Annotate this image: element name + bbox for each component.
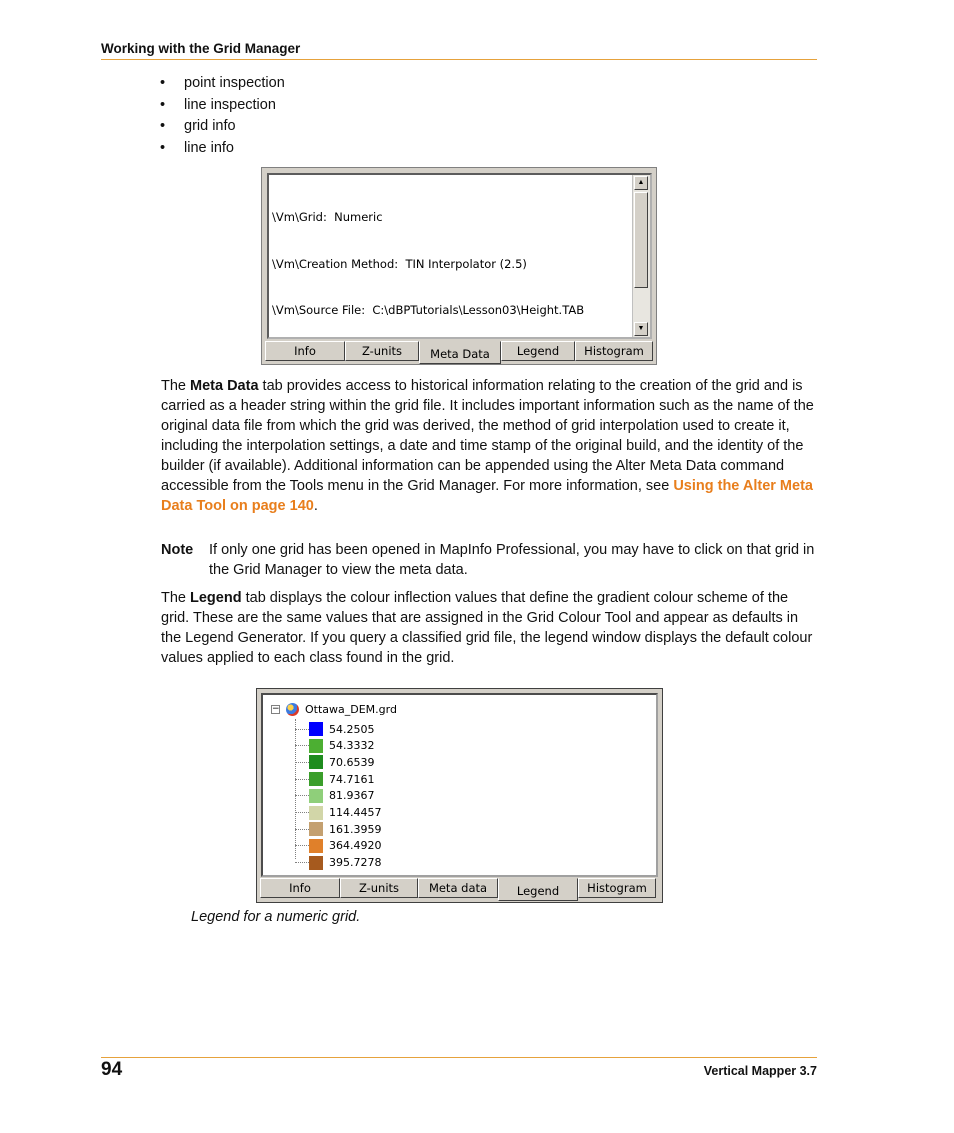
legend-item[interactable] (295, 754, 375, 770)
legend-value: 70.6539 (329, 755, 375, 769)
tree-branch (295, 729, 309, 730)
list-item: • line info (160, 138, 285, 160)
meta-data-paragraph: The Meta Data tab provides access to historical information relating to the creation of the grid and is carried as a header string within the grid file. It includes important information such as the name of the original data file from which the grid was derived, the method of grid interpolation used to create it, including the interpolation settings, a date and time stamp of the original build, and the identity of the builder (if available). Additional information can be appended using the Alter Meta Data command accessible from the Tools menu in the Grid Manager. For more information, see Using the Alter Meta Data Tool on page 140. (161, 378, 814, 514)
tree-branch (295, 812, 309, 813)
tree-branch (295, 795, 309, 796)
legend-screenshot (256, 688, 663, 903)
running-head: Working with the Grid Manager (101, 41, 301, 56)
meta-data-lines (272, 179, 584, 339)
legend-value: 54.3332 (329, 739, 375, 753)
note-label: Note (161, 542, 194, 558)
tab-legend[interactable]: Legend (501, 341, 575, 361)
color-swatch (309, 839, 323, 853)
meta-data-textbox[interactable] (267, 173, 652, 339)
color-swatch (309, 856, 323, 870)
legend-tab-bar (260, 878, 656, 901)
tree-branch (295, 745, 309, 746)
tree-branch (295, 779, 309, 780)
note-text: If only one grid has been opened in MapInfo Professional, you may have to click on that grid in the Grid Manager to view the meta data. (209, 542, 815, 578)
meta-line: \Vm\Source File: C:\dBPTutorials\Lesson03\Height.TAB (272, 303, 585, 317)
color-swatch (309, 806, 323, 820)
legend-value: 395.7278 (329, 856, 382, 870)
root-label: Ottawa_DEM.grd (305, 703, 397, 716)
tab-legend[interactable]: Legend (498, 878, 578, 901)
legend-paragraph: The Legend tab displays the colour inflection values that define the gradient colour scheme of the grid. These are the same values that are assigned in the Grid Colour Tool and appear as defaults in the Legend Generator. If you query a classified grid file, the legend window displays the default colour values applied to each class found in the grid. (161, 590, 813, 666)
legend-item[interactable] (295, 721, 375, 737)
scroll-up-icon[interactable]: ▲ (634, 176, 648, 190)
footer-rule (101, 1057, 817, 1058)
legend-item[interactable] (295, 788, 375, 804)
tab-meta-data[interactable]: Meta Data (419, 341, 501, 364)
tree-branch (295, 862, 309, 863)
color-swatch (309, 789, 323, 803)
tab-info[interactable]: Info (265, 341, 345, 361)
legend-item[interactable] (295, 805, 382, 821)
cross-reference-link[interactable]: Using the Alter Meta Data Tool on page 140 (161, 478, 813, 514)
bullet-glyph: • (160, 75, 166, 91)
legend-value: 114.4457 (329, 806, 382, 819)
tab-histogram[interactable]: Histogram (575, 341, 653, 361)
tab-z-units[interactable]: Z-units (345, 341, 419, 361)
legend-item[interactable] (295, 855, 382, 871)
legend-value: 81.9367 (329, 789, 375, 803)
tree-branch (295, 845, 309, 846)
color-swatch (309, 755, 323, 769)
color-swatch (309, 722, 323, 736)
meta-data-screenshot (261, 167, 657, 365)
meta-line: \Vm\Grid: Numeric (272, 210, 383, 224)
header-rule (101, 59, 817, 60)
footer-product: Vertical Mapper 3.7 (703, 1064, 817, 1078)
bullet-list (160, 73, 285, 159)
scroll-thumb[interactable] (634, 192, 648, 288)
legend-tree-panel (261, 693, 658, 877)
color-swatch (309, 739, 323, 753)
bullet-glyph: • (160, 139, 166, 156)
tree-branch (295, 829, 309, 830)
vertical-scrollbar[interactable] (632, 175, 650, 337)
grid-file-icon (286, 703, 299, 716)
list-item: • line inspection (160, 95, 285, 117)
figure-caption: Legend for a numeric grid. (191, 909, 361, 925)
tab-z-units[interactable]: Z-units (340, 878, 418, 898)
legend-item[interactable] (295, 738, 375, 754)
legend-value: 161.3959 (329, 822, 382, 836)
legend-value: 54.2505 (329, 722, 375, 736)
list-item: • point inspection (160, 73, 285, 95)
tree-branch (295, 762, 309, 763)
tab-meta-data[interactable]: Meta data (418, 878, 498, 898)
legend-value: 74.7161 (329, 772, 375, 786)
legend-value: 364.4920 (329, 839, 382, 853)
color-swatch (309, 822, 323, 836)
tab-info[interactable]: Info (260, 878, 340, 898)
tree-root[interactable] (271, 703, 397, 716)
bullet-glyph: • (160, 96, 166, 113)
tab-histogram[interactable]: Histogram (578, 878, 656, 898)
bullet-glyph: • (160, 118, 166, 134)
meta-line: \Vm\Creation Method: TIN Interpolator (2.5) (272, 256, 527, 271)
legend-item[interactable] (295, 838, 382, 854)
page-number: 94 (101, 1059, 123, 1080)
list-item: • grid info (160, 116, 285, 138)
legend-item[interactable] (295, 821, 382, 837)
scroll-down-icon[interactable]: ▼ (634, 322, 648, 336)
collapse-icon[interactable]: − (272, 704, 280, 714)
legend-item[interactable] (295, 771, 375, 787)
meta-tab-bar (265, 341, 653, 364)
color-swatch (309, 772, 323, 786)
